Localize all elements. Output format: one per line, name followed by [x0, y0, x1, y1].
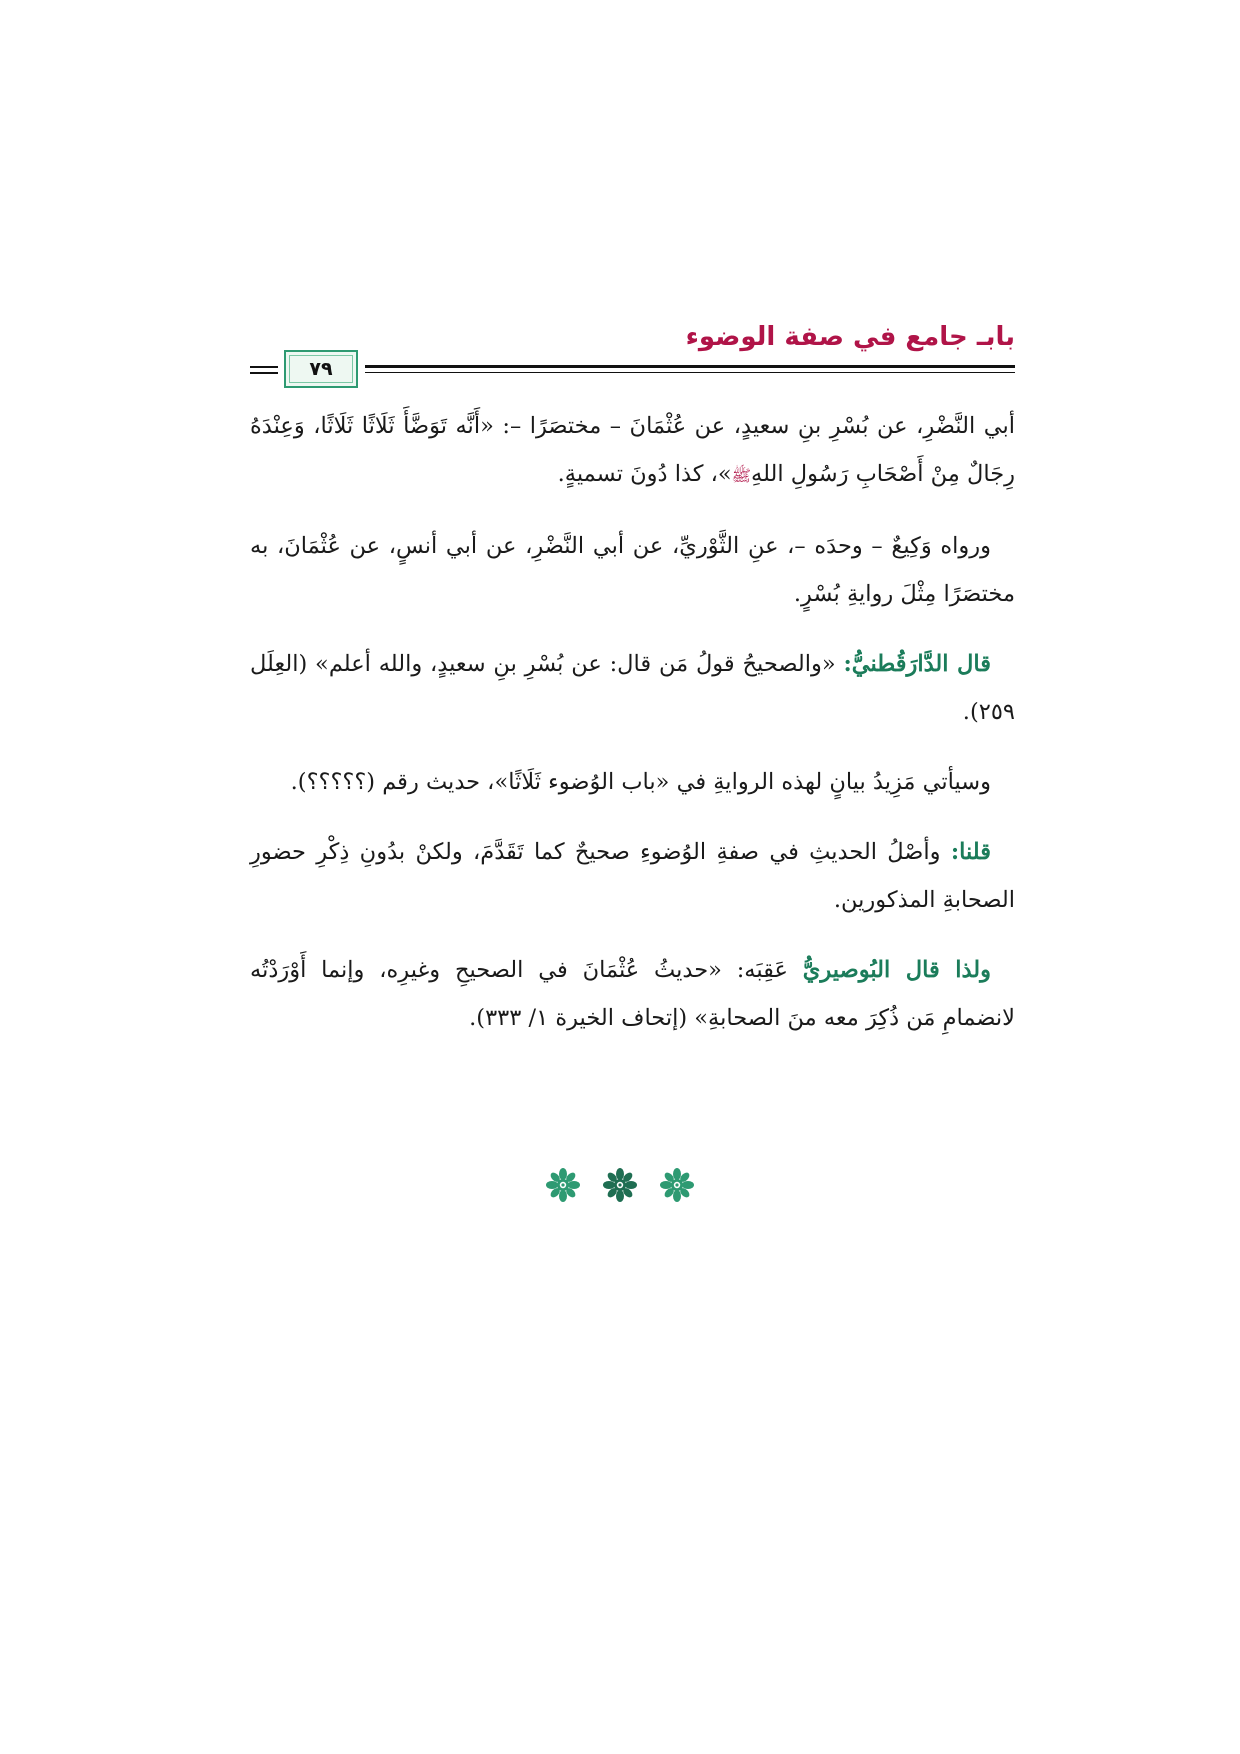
header-rule-thin [365, 372, 1015, 373]
paragraph-label: قال الدَّارَقُطنيُّ: [843, 651, 991, 677]
page-number-badge [284, 350, 358, 388]
paragraph-4 [250, 758, 1015, 806]
paragraph-text: عَقِبَه: «حديثُ عُثْمَانَ في الصحيحِ وغيرِه، وإنما أَوْرَدْتُه لانضمامِ مَن ذُكِرَ معه منَ الصحابةِ» (إتحاف الخيرة ١/ ٣٣٣). [250, 957, 1015, 1031]
flower-ornament-icon [602, 1167, 638, 1207]
paragraph-5 [250, 828, 1015, 924]
paragraph-2 [250, 522, 1015, 618]
honorific-mark: ﷺ [731, 466, 751, 485]
paragraph-3 [250, 640, 1015, 736]
paragraph-text: أبي النَّضْرِ، عن بُسْرِ بنِ سعيدٍ، عن عُثْمَانَ – مختصَرًا –: «أَنَّه تَوَضَّأَ ثَلَاثًا ثَلَاثًا، وَعِنْدَهُ رِجَالٌ مِنْ أَصْحَابِ رَسُولِ اللهِ [250, 413, 1015, 487]
paragraph-text: وأصْلُ الحديثِ في صفةِ الوُضوءِ صحيحٌ كما تَقَدَّمَ، ولكنْ بدُونِ ذِكْرِ حضورِ الصحابةِ المذكورين. [250, 839, 1015, 913]
header-rule-left-bottom [250, 372, 278, 374]
flower-ornament-icon [545, 1167, 581, 1207]
paragraph-text: «والصحيحُ قولُ مَن قال: عن بُسْرِ بنِ سعيدٍ، والله أعلم» (العِلَل ٢٥٩). [250, 651, 1015, 725]
paragraph-6 [250, 946, 1015, 1042]
chapter-title: بابـ جامع في صفة الوضوء [685, 322, 1015, 352]
page-header [250, 322, 1015, 382]
header-rule-left-top [250, 366, 278, 368]
paragraph-text: ورواه وَكِيعٌ – وحدَه –، عنِ الثَّوْريِّ، عن أبي النَّضْرِ، عن أبي أنسٍ، عن عُثْمَانَ، به مختصَرًا مِثْلَ روايةِ بُسْرٍ. [250, 533, 1015, 607]
paragraph-text: وسيأتي مَزِيدُ بيانٍ لهذه الروايةِ في «باب الوُضوء ثَلَاثًا»، حديث رقم (؟؟؟؟؟). [290, 769, 991, 795]
paragraph-label: ولذا قال البُوصيريُّ [802, 957, 991, 983]
page-number: ٧٩ [309, 358, 333, 380]
body-text [250, 402, 1015, 1064]
paragraph-label: قلنا: [950, 839, 991, 865]
paragraph-1 [250, 402, 1015, 500]
section-end-ornaments [0, 1167, 1240, 1207]
header-rule-thick [365, 365, 1015, 368]
paragraph-text-end: »، كذا دُونَ تسميةٍ. [557, 461, 732, 487]
flower-ornament-icon [659, 1167, 695, 1207]
